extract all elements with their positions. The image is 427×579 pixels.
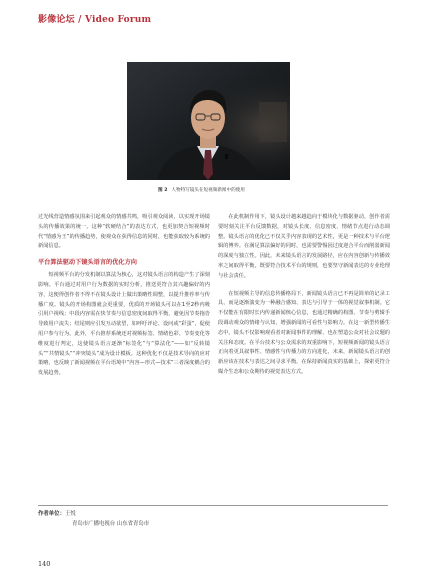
left-column: [38, 213, 210, 379]
interview-photo-illustration: [127, 62, 290, 180]
author-name: 王悦: [64, 511, 76, 517]
author-organization: 青岛市广播电视台 山东省青岛市: [72, 521, 150, 527]
page-number: 140: [38, 560, 51, 568]
author-label: 作者单位：: [38, 511, 65, 517]
figure-number: 图 2: [158, 188, 168, 193]
right-paragraph-1: 在此机制作用下，镜头设计越来越趋向于模块化与数据驱动，创作者需要时刻关注平台反馈数据，对镜头长度、信息密度、情绪节点进行动态调整。镜头语言的优化已不仅关乎内容表现的艺术性，更是一种技术与平台逻辑的博弈。在满足算法偏好的同时，也需要警惕因过度迎合平台而削弱新闻的深度与独立性。因此，未来镜头语言的发展路径，应在内容创新与传播效率之间取得平衡，既要符合技术平台的规则，也要坚守新闻表达的专业伦理与社会责任。: [218, 214, 390, 279]
footer-divider: [38, 505, 388, 506]
left-paragraph-2: 短视频平台的分发机制以算法为核心，这对镜头语言的构造产生了深刻影响。平台通过对用户行为数据的实时分析，推送更符合其兴趣偏好的内容，这便得创作者不得不在镜头设计上做出策略性调整，以提升推荐率与传播广度。镜头的开场构图就会更重要，优质的开场镜头可以在1至2秒内吸引用户视线；中段内容需在快节奏与信息密度间取得平衡，避免因节奏拖沓导致用户流失；结尾则应引发互动欲望，如呼吁评论、设问或“彩蛋”，促使用户参与行为。此外，平台推荐系统还对视频标签、情绪色彩、节奏变化等维度进行判定，这使镜头语言逐渐“标签化”与“算法化”——如“反转镜头”“共情镜头”“冲突镜头”成为设计模板。这种优化不仅是技术导向的应对策略，也反映了新闻视频在平台语境中“内容—形式—技术”三者深度耦合的发展趋势。: [38, 272, 210, 377]
right-column: [218, 213, 390, 378]
author-block: [38, 509, 149, 529]
right-paragraph-2: 在短视频主导的信息传播格局下，新闻镜头语言已不再是简单的记录工具，而是逐渐演变为一种融合感知、表达与引导于一体的视觉叙事机制。它不仅能在有限时长内传递新闻核心信息，也通过精确的构图、节奏与剪辑手段调动观众的情绪与认知，增强新闻的可看性与影响力。在这一新型传播生态中，镜头不仅影响观看者对新闻事件的理解，也在塑造公众对社会议题的关注和态度。在平台技术与公众需求的双重影响下，短视频新闻的镜头语言正向着更具叙事性、情感性与传播力的方向进化，未来，新闻镜头语言的创新应该在技术与表达之间寻求平衡，在保持新闻真实的基础上，探索更符合媒介生态和公众期待的视觉表达方式。: [218, 290, 390, 375]
section-heading: 平台算法驱动下镜头语言的优化方向: [38, 259, 137, 267]
figure-photo: [127, 62, 290, 180]
header-title: 影像论坛 / Video Forum: [38, 15, 152, 25]
left-paragraph-1: 过光线营造情感氛围来引起观众的情感共鸣，吸引观众阅读，以实现开场镜头的传播效果的统一。这种“软硬结合”的表达方式，也更加契合短视频时代“情感为王”的传播趋势，使观众在获得信息的同时，也能获取较为系统的新闻信息。: [38, 214, 210, 250]
figure-caption: [158, 187, 245, 193]
figure-caption-text: 人物特写镜头在短视频新闻中的使用: [171, 188, 245, 193]
